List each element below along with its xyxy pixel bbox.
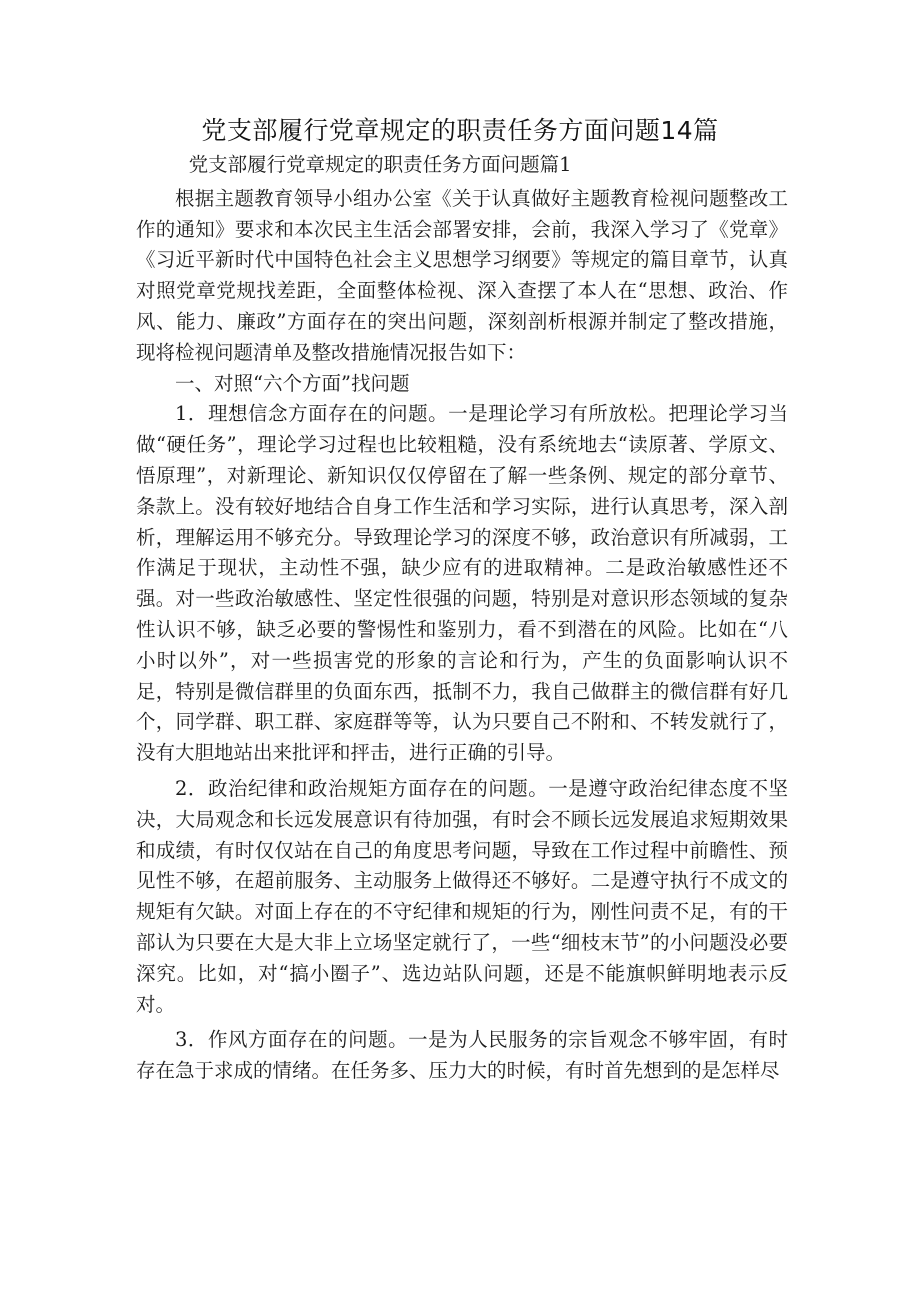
document-body bbox=[136, 150, 788, 1087]
section-heading: 一、对照“六个方面”找问题 bbox=[175, 371, 410, 395]
paragraph-political-discipline: 2．政治纪律和政治规矩方面存在的问题。一是遵守政治纪律态度不坚决，大局观念和长远发展意识有待加强，有时会不顾长远发展追求短期效果和成绩，有时仅仅站在自己的角度思考问题，导致在工作过程中前瞻性、预见性不够，在超前服务、主动服务上做得还不够好。二是遵守执行不成文的规矩有欠缺。对面上存在的不守纪律和规矩的行为，刚性问责不足，有的干部认为只要在大是大非上立场坚定就行了，一些“细枝末节”的小问题没必要深究。比如，对“搞小圈子”、选边站队问题，还是不能旗帜鲜明地表示反对。 bbox=[136, 776, 788, 1016]
paragraph-ideals-beliefs: 1．理想信念方面存在的问题。一是理论学习有所放松。把理论学习当做“硬任务”，理论学习过程也比较粗糙，没有系统地去“读原著、学原文、悟原理”，对新理论、新知识仅仅停留在了解一些条例、规定的部分章节、条款上。没有较好地结合自身工作生活和学习实际，进行认真思考，深入剖析，理解运用不够充分。导致理论学习的深度不够，政治意识有所减弱，工作满足于现状，主动性不强，缺少应有的进取精神。二是政治敏感性还不强。对一些政治敏感性、坚定性很强的问题，特别是对意识形态领域的复杂性认识不够，缺乏必要的警惕性和鉴别力，看不到潜在的风险。比如在“八小时以外”，对一些损害党的形象的言论和行为，产生的负面影响认识不足，特别是微信群里的负面东西，抵制不力，我自己做群主的微信群有好几个，同学群、职工群、家庭群等等，认为只要自己不附和、不转发就行了，没有大胆地站出来批评和抨击，进行正确的引导。 bbox=[136, 402, 788, 765]
document-title: 党支部履行党章规定的职责任务方面问题14篇 bbox=[201, 116, 719, 145]
intro-paragraph: 根据主题教育领导小组办公室《关于认真做好主题教育检视问题整改工作的通知》要求和本次民主生活会部署安排，会前，我深入学习了《党章》《习近平新时代中国特色社会主义思想学习纲要》等规定的篇目章节，认真对照党章党规找差距，全面整体检视、深入查摆了本人在“思想、政治、作风、能力、廉政”方面存在的突出问题，深刻剖析根源并制定了整改措施，现将检视问题清单及整改措施情况报告如下： bbox=[136, 186, 788, 364]
document-subtitle: 党支部履行党章规定的职责任务方面问题篇1 bbox=[188, 153, 572, 176]
paragraph-work-style: 3．作风方面存在的问题。一是为人民服务的宗旨观念不够牢固，有时存在急于求成的情绪。在任务多、压力大的时候，有时首先想到的是怎样尽 bbox=[136, 1028, 788, 1083]
